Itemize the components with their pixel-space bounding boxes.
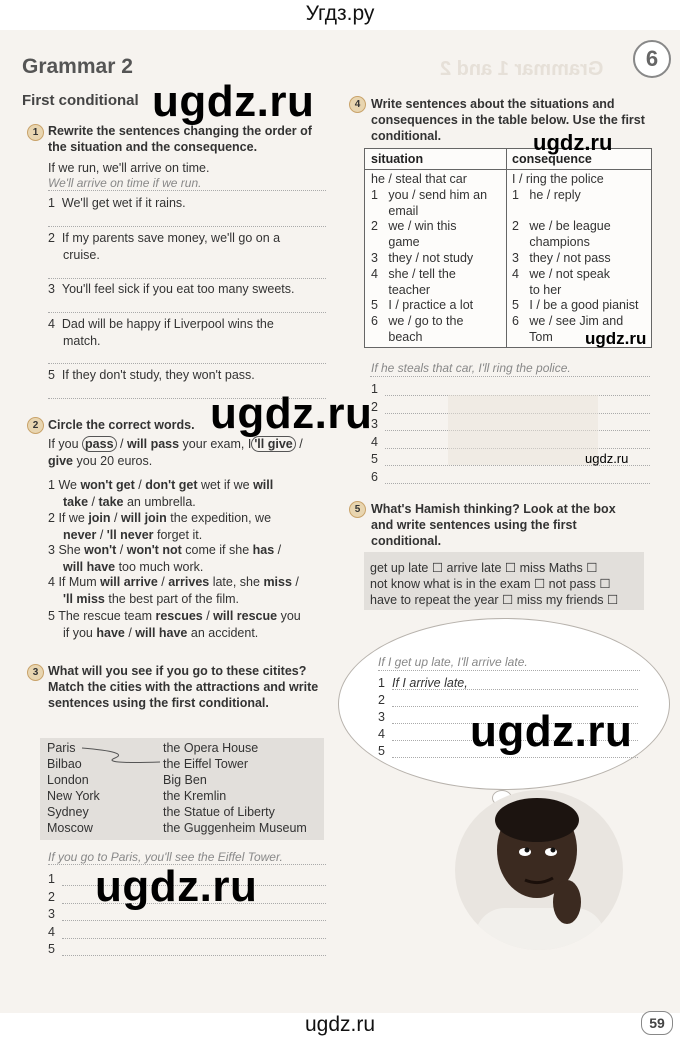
answer-line[interactable] — [48, 226, 326, 227]
answer-line[interactable] — [48, 312, 326, 313]
text: too much work. — [115, 560, 204, 574]
attraction-item: the Statue of Liberty — [163, 805, 275, 819]
option: take — [63, 495, 89, 509]
text: / — [291, 575, 299, 589]
exercise-4-example: If he steals that car, I'll ring the police. — [371, 361, 571, 375]
exercise-1-item-2-cont — [63, 248, 100, 262]
item-number: 4 — [48, 317, 55, 331]
text: The rescue team — [58, 609, 156, 623]
watermark: ugdz.ru — [533, 130, 613, 155]
exercise-2-item — [48, 511, 271, 525]
watermark: ugdz.ru — [210, 389, 373, 438]
answer-line[interactable] — [392, 689, 638, 690]
answer-number: 3 — [48, 907, 55, 921]
page-title: Grammar 2 — [22, 55, 133, 78]
answer-number: 3 — [378, 710, 385, 724]
section-subtitle: First conditional — [22, 92, 139, 109]
text: If we — [58, 511, 89, 525]
site-footer[interactable]: ugdz.ru — [304, 1013, 376, 1036]
item-text: cruise. — [63, 248, 100, 262]
attraction-item: Big Ben — [163, 773, 207, 787]
answer-number: 5 — [378, 744, 385, 758]
boy-icon — [455, 790, 623, 950]
answer-line[interactable] — [62, 938, 326, 939]
city-item: Paris — [47, 741, 76, 755]
option: will join — [120, 511, 167, 525]
answer-number: 1 — [378, 676, 385, 690]
word-box-line: get up late ☐ arrive late ☐ miss Maths ☐ — [370, 561, 598, 575]
text: your exam, I — [179, 437, 252, 451]
faint-background-block — [448, 395, 598, 465]
consequence-column: I / ring the police 1 he / reply 2 we / be league champions 3 they / not pass 4 we / not speak to her 5 I / be a good pianist 6 we / see Jim and Tom — [512, 172, 639, 344]
answer-line[interactable] — [62, 920, 326, 921]
attraction-item: the Opera House — [163, 741, 259, 755]
option: never — [63, 528, 97, 542]
text: forget it. — [153, 528, 203, 542]
mirrored-heading: Grammar 1 and 2 — [440, 58, 604, 80]
answer-number: 6 — [371, 469, 378, 484]
answer-number: 5 — [48, 942, 55, 956]
option: 'll never — [106, 528, 154, 542]
exercise-5-instruction: What's Hamish thinking? Look at the box and write sentences using the first conditional. — [371, 502, 616, 548]
exercise-1-item-3 — [48, 282, 295, 296]
text: you 20 euros. — [73, 454, 153, 468]
exercise-2-item-cont — [63, 495, 196, 509]
item-text: If my parents save money, we'll go on a — [61, 231, 281, 245]
option: won't not — [126, 543, 182, 557]
watermark: ugdz.ru — [585, 329, 647, 348]
page-number: 59 — [641, 1011, 673, 1035]
answer-number: 4 — [48, 924, 55, 939]
option: will rescue — [213, 609, 278, 623]
text: you — [277, 609, 301, 623]
text: an accident. — [187, 626, 259, 640]
item-number: 2 — [48, 231, 55, 245]
item-number: 5 — [48, 609, 59, 623]
option: won't — [84, 543, 117, 557]
exercise-1-example: If we run, we'll arrive on time. — [48, 161, 210, 175]
answer-number: 5 — [371, 452, 378, 466]
attraction-item: the Kremlin — [163, 789, 227, 803]
boy-thinking-illustration — [455, 790, 623, 950]
answer-line[interactable] — [370, 376, 650, 377]
attraction-item: the Eiffel Tower — [163, 757, 249, 771]
answer-line[interactable] — [378, 670, 640, 671]
item-number: 1 — [48, 196, 55, 210]
option: has — [252, 543, 275, 557]
exercise-2-number: 2 — [27, 417, 44, 434]
text: wet if we — [197, 478, 254, 492]
item-text: You'll feel sick if you eat too many sweets. — [61, 282, 295, 296]
table-divider — [506, 149, 507, 347]
city-item: Bilbao — [47, 757, 82, 771]
exercise-4-instruction: Write sentences about the situations and consequences in the table below. Use the first conditional. — [371, 97, 645, 143]
option: 'll miss — [63, 592, 105, 606]
watermark: ugdz.ru — [585, 451, 629, 466]
col-consequence: consequence — [512, 152, 592, 166]
answer-number: 4 — [371, 434, 378, 449]
exercise-2-instruction: Circle the correct words. — [48, 418, 195, 432]
exercise-4-number: 4 — [349, 96, 366, 113]
exercise-2-item-cont — [63, 528, 202, 542]
item-text: match. — [63, 334, 101, 348]
option: will pass — [126, 437, 180, 451]
option: won't get — [80, 478, 135, 492]
text: an umbrella. — [123, 495, 196, 509]
watermark: ugdz.ru — [470, 707, 633, 756]
answer-number: 1 — [371, 382, 378, 396]
item-text: Dad will be happy if Liverpool wins the — [61, 317, 274, 331]
option: join — [88, 511, 111, 525]
text: / — [157, 575, 169, 589]
exercise-2-example-line-1 — [48, 437, 303, 451]
text: come if she — [181, 543, 253, 557]
thought-cloud — [338, 618, 670, 790]
option: will have — [135, 626, 188, 640]
text: / — [88, 495, 99, 509]
exercise-2-item-cont — [63, 560, 203, 574]
item-number: 3 — [48, 282, 55, 296]
answer-number: 3 — [371, 417, 378, 431]
text: / — [116, 543, 127, 557]
site-header[interactable]: Угдз.ру — [305, 2, 375, 25]
item-number: 2 — [48, 511, 59, 525]
watermark: ugdz.ru — [152, 77, 315, 126]
exercise-2-item-cont — [63, 626, 258, 640]
city-item: New York — [47, 789, 100, 803]
col-situation: situation — [371, 152, 424, 166]
answer-line[interactable] — [48, 363, 326, 364]
exercise-1-example-answer: We'll arrive on time if we run. — [48, 176, 202, 190]
text: We — [58, 478, 81, 492]
text: / — [274, 543, 282, 557]
attraction-item: the Guggenheim Museum — [163, 821, 307, 835]
item-number: 1 — [48, 478, 59, 492]
answer-number: 4 — [378, 727, 385, 741]
text: if you — [63, 626, 97, 640]
option: take — [98, 495, 124, 509]
text: the expedition, we — [166, 511, 272, 525]
watermark: ugdz.ru — [95, 862, 258, 911]
answer-number: 2 — [371, 399, 378, 414]
answer-number: 2 — [48, 889, 55, 904]
answer-line[interactable] — [48, 190, 326, 191]
item-number: 4 — [48, 575, 59, 589]
text: / — [295, 437, 303, 451]
option: will — [253, 478, 274, 492]
exercise-1-item-5 — [48, 368, 255, 382]
answer-line[interactable] — [385, 483, 650, 484]
option: arrives — [168, 575, 210, 589]
exercise-1-number: 1 — [27, 124, 44, 141]
item-number: 3 — [48, 543, 59, 557]
answer-line[interactable] — [48, 278, 326, 279]
circled-option: pass — [82, 436, 117, 452]
exercise-1-item-4-cont — [63, 334, 101, 348]
option: will arrive — [100, 575, 158, 589]
city-item: London — [47, 773, 89, 787]
text: / — [134, 478, 146, 492]
answer-line[interactable] — [62, 955, 326, 956]
item-number: 5 — [48, 368, 55, 382]
option: will have — [63, 560, 116, 574]
situation-consequence-table — [364, 148, 652, 348]
exercise-1-instruction: Rewrite the sentences changing the order of the situation and the consequence. — [48, 124, 312, 154]
text: / — [110, 511, 121, 525]
text: / — [96, 528, 107, 542]
text: If Mum — [58, 575, 101, 589]
situation-column: he / steal that car 1 you / send him an email 2 we / win this game 3 they / not study 4 she / tell the teacher 5 I / practice a lot 6 we / go to the beach — [371, 172, 488, 344]
exercise-1-item-4 — [48, 317, 274, 331]
exercise-5-number: 5 — [349, 501, 366, 518]
answer-number: 2 — [378, 693, 385, 707]
item-text: We'll get wet if it rains. — [61, 196, 186, 210]
exercise-3-example: If you go to Paris, you'll see the Eiffel Tower. — [48, 850, 283, 864]
item-text: If they don't study, they won't pass. — [61, 368, 255, 382]
city-item: Moscow — [47, 821, 93, 835]
answer-line[interactable] — [392, 757, 638, 758]
text: / — [202, 609, 214, 623]
exercise-2-item — [48, 478, 273, 492]
circled-option: 'll give — [251, 436, 295, 452]
exercise-3-number: 3 — [27, 664, 44, 681]
option: have — [96, 626, 125, 640]
word-box-line: not know what is in the exam ☐ not pass ☐ — [370, 577, 611, 591]
text: late, she — [209, 575, 264, 589]
option: miss — [263, 575, 292, 589]
answer-number: 1 — [48, 872, 55, 886]
exercise-2-item-cont — [63, 592, 239, 606]
option: give — [48, 454, 74, 468]
text: the best part of the film. — [104, 592, 239, 606]
exercise-1-item-2 — [48, 231, 280, 245]
unit-number-badge: 6 — [633, 40, 671, 78]
option: rescues — [155, 609, 203, 623]
exercise-2-example-line-2 — [48, 454, 152, 468]
text: She — [58, 543, 85, 557]
exercise-2-item — [48, 543, 281, 557]
exercise-2-item — [48, 609, 301, 623]
exercise-2-item — [48, 575, 299, 589]
option: don't get — [145, 478, 198, 492]
exercise-1-item-1 — [48, 196, 186, 210]
text: / — [116, 437, 127, 451]
city-item: Sydney — [47, 805, 89, 819]
exercise-3-instruction: What will you see if you go to these citites? Match the cities with the attractions and write sentences using the first conditional. — [48, 664, 319, 710]
word-box-line: have to repeat the year ☐ miss my friends ☐ — [370, 593, 619, 607]
text: If you — [48, 437, 83, 451]
answer-text: If I arrive late, — [392, 676, 468, 690]
exercise-5-example: If I get up late, I'll arrive late. — [378, 655, 528, 669]
text: / — [124, 626, 136, 640]
